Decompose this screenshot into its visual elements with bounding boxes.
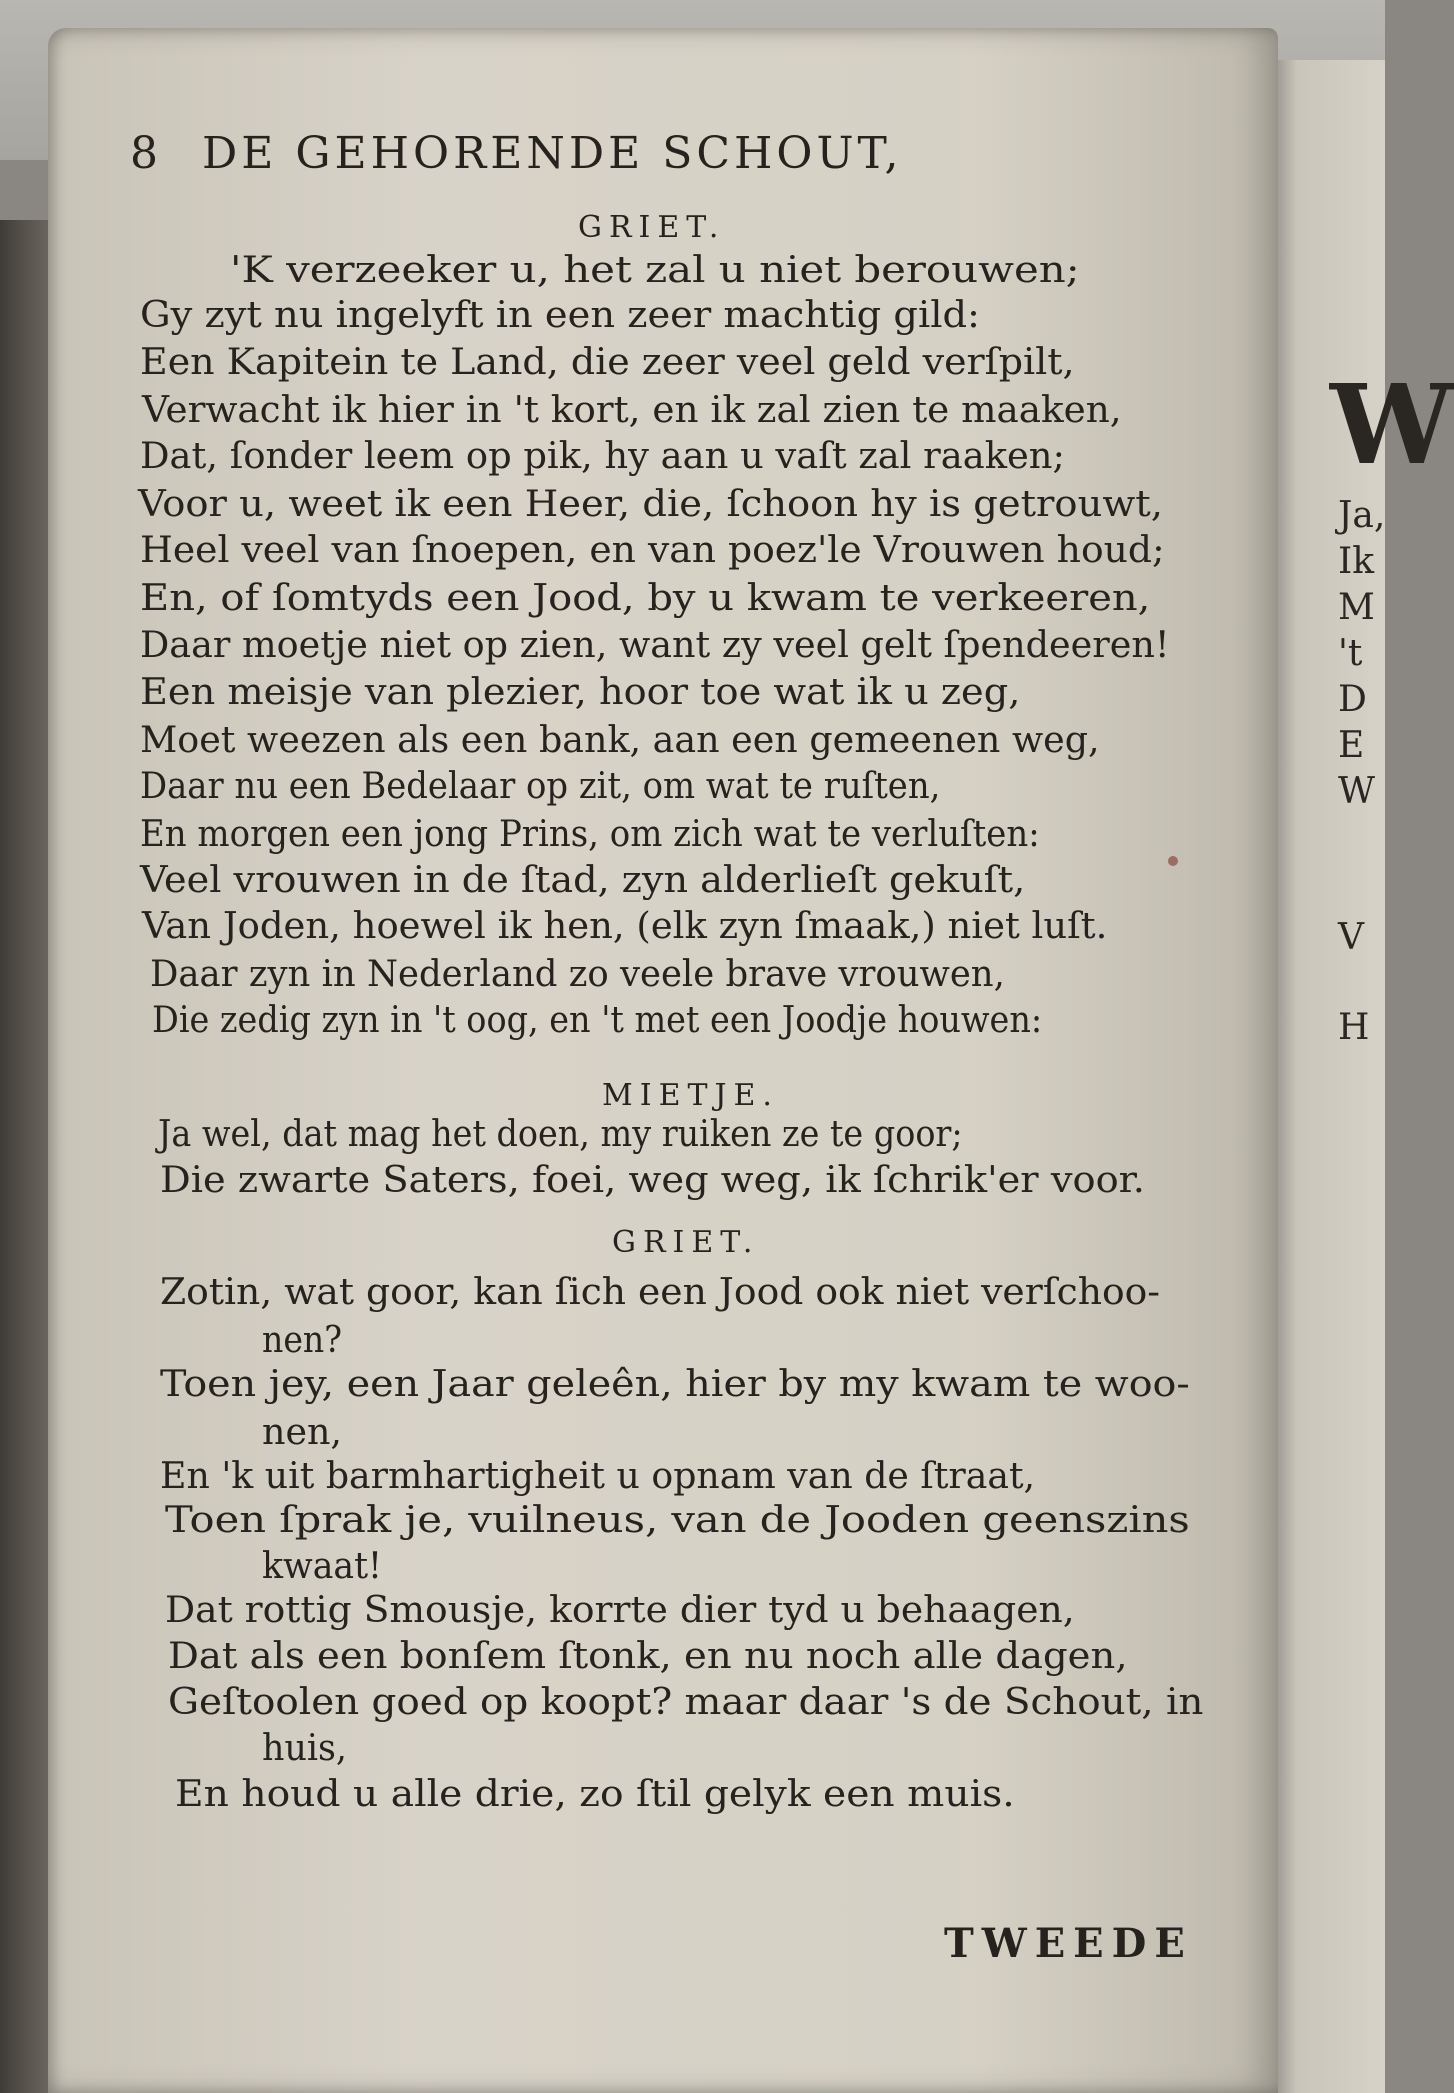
verse-line: Een meisje van plezier, hoor toe wat ik u zeg, (140, 672, 1021, 713)
verse-line: Die zwarte Saters, foei, weg weg, ik ſchrik'er voor. (160, 1160, 1145, 1201)
verse-line: Dat als een bonſem ſtonk, en nu noch alle dagen, (168, 1636, 1128, 1677)
verse-line: Verwacht ik hier in 't kort, en ik zal zien te maaken, (142, 390, 1122, 431)
verse-line: Gy zyt nu ingelyft in een zeer machtig gild: (140, 295, 980, 336)
verse-line: Geſtoolen goed op koopt? maar daar 's de Schout, in (168, 1682, 1204, 1723)
verse-line: Die zedig zyn in 't oog, en 't met een Joodje houwen: (152, 1000, 1043, 1041)
running-title: DE GEHORENDE SCHOUT, (202, 128, 903, 179)
speaker-mietje: MIETJE. (602, 1078, 779, 1113)
speaker-griet: GRIET. (578, 210, 726, 245)
ink-stain (1168, 856, 1178, 866)
facing-page-fragment: M (1338, 587, 1375, 628)
verse-line: En 'k uit barmhartigheit u opnam van de ſtraat, (160, 1456, 1036, 1497)
facing-page-fragment: Ik (1338, 541, 1375, 582)
verse-line: En morgen een jong Prins, om zich wat te verluſten: (140, 814, 1040, 855)
facing-page-fragment: 't (1338, 633, 1363, 674)
verse-line: 'K verzeeker u, het zal u niet berouwen; (230, 250, 1080, 291)
facing-page-fragment: D (1338, 679, 1367, 720)
verse-line: En, of ſomtyds een Jood, by u kwam te verkeeren, (140, 578, 1151, 619)
verse-line: Toen ſprak je, vuilneus, van de Jooden geenszins (165, 1500, 1190, 1541)
verse-line: Heel veel van ſnoepen, en van poez'le Vrouwen houd; (140, 530, 1165, 571)
facing-page-fragment: E (1338, 725, 1365, 766)
verse-line: nen, (262, 1412, 342, 1453)
verse-line: Van Joden, hoewel ik hen, (elk zyn ſmaak,) niet luſt. (142, 906, 1108, 947)
verse-line: Veel vrouwen in de ſtad, zyn alderlieſt gekuſt, (140, 860, 1026, 901)
verse-line: En houd u alle drie, zo ſtil gelyk een muis. (175, 1774, 1015, 1815)
verse-line: Ja wel, dat mag het doen, my ruiken ze te goor; (158, 1114, 963, 1155)
facing-page-fragment: V (1338, 917, 1364, 958)
verse-line: Daar zyn in Nederland zo veele brave vrouwen, (150, 954, 1005, 995)
facing-page-fragment: H (1338, 1007, 1370, 1048)
verse-line: huis, (262, 1728, 348, 1769)
facing-page-fragment: Ja, (1338, 495, 1386, 536)
verse-line: Voor u, weet ik een Heer, die, ſchoon hy is getrouwt, (138, 484, 1163, 525)
catchword: TWEEDE (944, 1920, 1193, 1967)
page-number: 8 (130, 128, 162, 179)
verse-line: Moet weezen als een bank, aan een gemeenen weg, (140, 720, 1100, 761)
verse-line: Een Kapitein te Land, die zeer veel geld verſpilt, (140, 342, 1075, 383)
verse-line: nen? (262, 1320, 343, 1361)
verse-line: kwaat! (262, 1546, 383, 1587)
speaker-griet-second: GRIET. (612, 1225, 760, 1260)
verse-line: Daar moetje niet op zien, want zy veel gelt ſpendeeren! (140, 625, 1170, 666)
verse-line: Zotin, wat goor, kan ſich een Jood ook niet verſchoo- (160, 1272, 1161, 1313)
verse-line: Dat rottig Smousje, korrte dier tyd u behaagen, (165, 1590, 1075, 1631)
verse-line: Daar nu een Bedelaar op zit, om wat te ruſten, (140, 766, 941, 807)
facing-page-fragment: W (1338, 771, 1376, 812)
running-header (130, 128, 1060, 179)
verse-line: Dat, ſonder leem op pik, hy aan u vaſt zal raaken; (140, 436, 1065, 477)
facing-page-fragment: W (1330, 360, 1454, 489)
verse-line: Toen jey, een Jaar geleên, hier by my kwam te woo- (160, 1364, 1190, 1405)
